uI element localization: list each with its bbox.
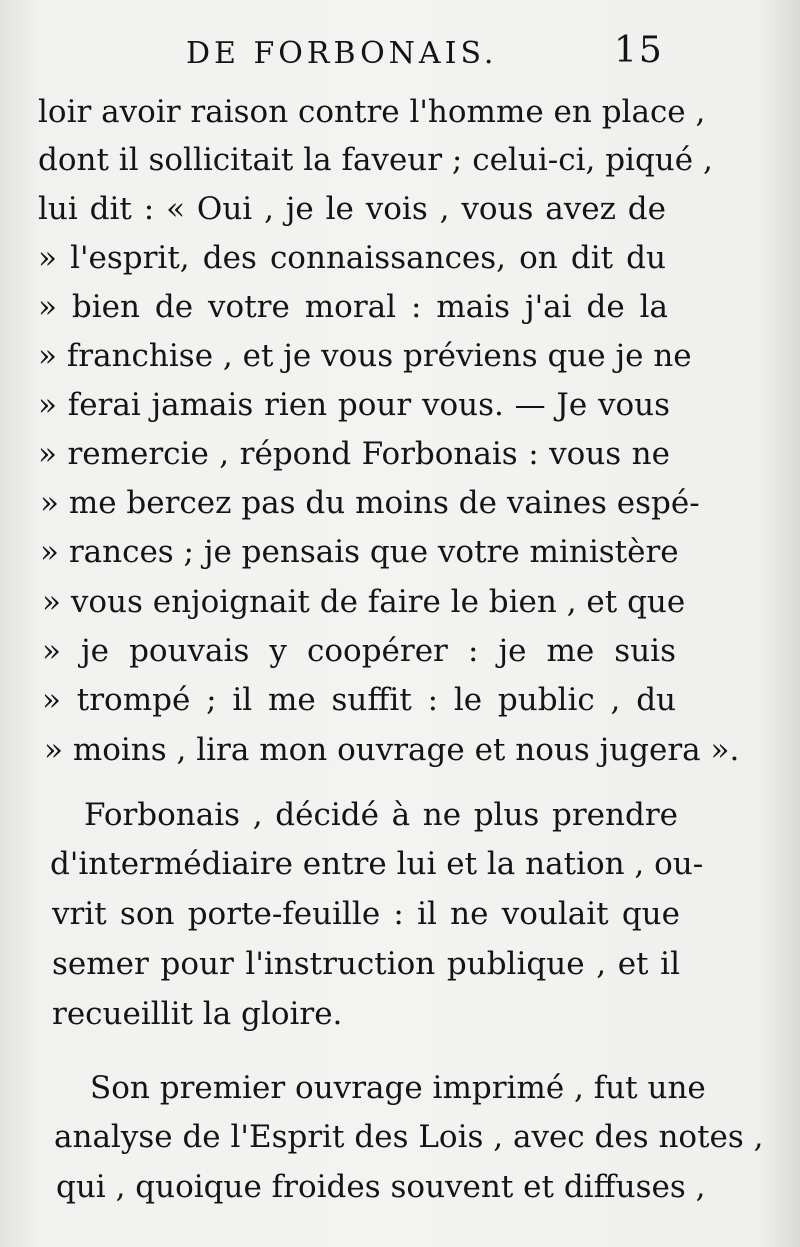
- text-line: » franchise , et je vous préviens que je ne: [38, 338, 692, 374]
- text-line: » moins , lira mon ouvrage et nous jugera ».: [44, 732, 740, 768]
- text-line: » ferai jamais rien pour vous. — Je vous: [38, 387, 670, 423]
- text-line: » bien de votre moral : mais j'ai de la: [38, 289, 668, 325]
- text-line: vrit son porte-feuille : il ne voulait que: [52, 896, 680, 932]
- text-line: » trompé ; il me suffit : le public , du: [42, 682, 676, 718]
- text-line: » me bercez pas du moins de vaines espé-: [40, 485, 700, 521]
- text-line: d'intermédiaire entre lui et la nation , ou-: [50, 846, 704, 882]
- text-line: » je pouvais y coopérer : je me suis: [42, 633, 676, 669]
- text-line: » l'esprit, des connaissances, on dit du: [38, 240, 666, 276]
- text-line: Forbonais , décidé à ne plus prendre: [84, 797, 678, 833]
- text-line: loir avoir raison contre l'homme en place ,: [38, 94, 706, 130]
- text-line: semer pour l'instruction publique , et il: [52, 946, 680, 982]
- text-line: dont il sollicitait la faveur ; celui-ci, piqué ,: [38, 142, 713, 178]
- text-line: » rances ; je pensais que votre ministère: [40, 534, 679, 570]
- text-line: recueillit la gloire.: [52, 996, 343, 1032]
- page-header: [0, 30, 800, 80]
- text-line: » vous enjoignait de faire le bien , et que: [42, 584, 686, 620]
- running-head: DE FORBONAIS.: [186, 36, 498, 71]
- text-line: qui , quoique froides souvent et diffuses ,: [56, 1169, 706, 1205]
- page-number: 15: [614, 30, 664, 71]
- text-line: analyse de l'Esprit des Lois , avec des notes ,: [54, 1119, 764, 1155]
- text-line: » remercie , répond Forbonais : vous ne: [38, 436, 670, 472]
- text-line: Son premier ouvrage imprimé , fut une: [90, 1070, 706, 1106]
- text-line: lui dit : « Oui , je le vois , vous avez de: [38, 191, 666, 227]
